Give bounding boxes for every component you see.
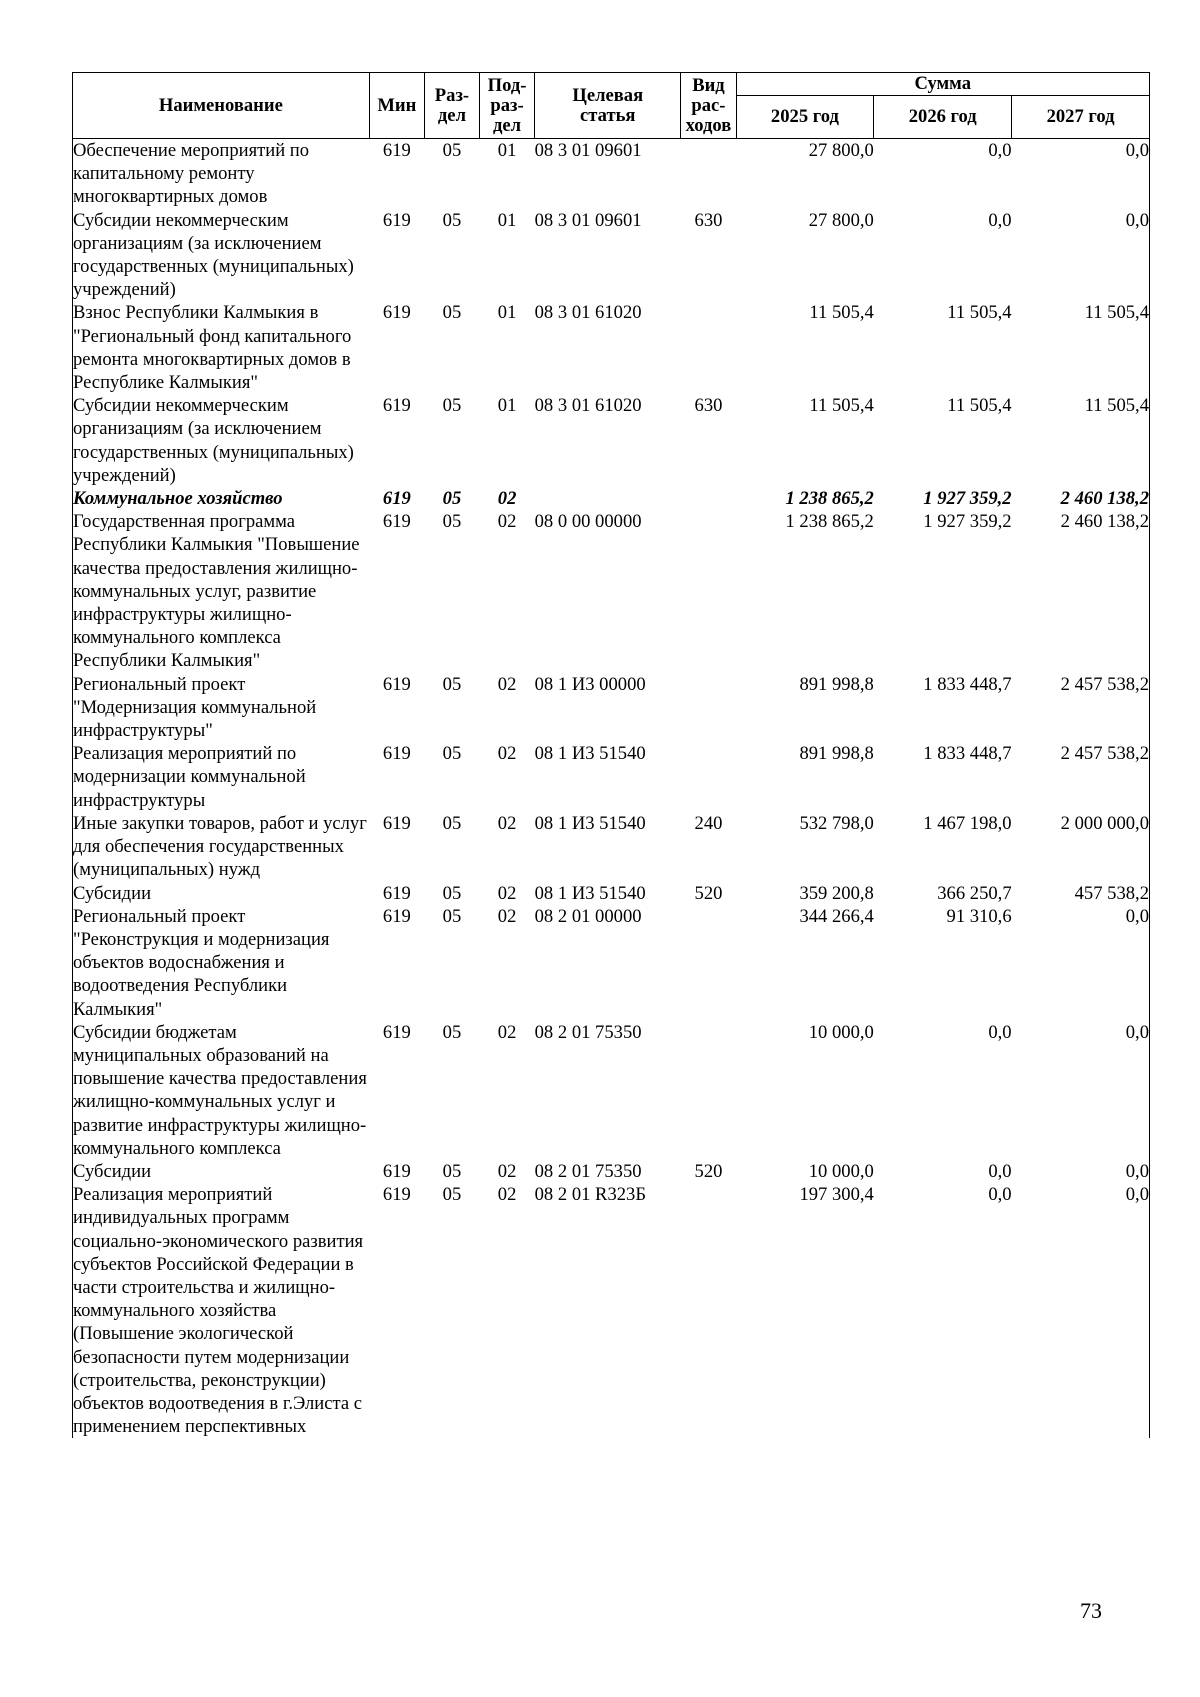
- cell-vid-rashodov: [681, 510, 736, 672]
- header-vid-rashodov: Вид рас- ходов: [681, 73, 736, 139]
- cell-2026: 0,0: [988, 1160, 1012, 1182]
- table-row: [73, 394, 1150, 487]
- cell-name: Региональный проект "Реконструкция и модернизация объектов водоснабжения и водоотведения Республики Калмыкия": [73, 905, 370, 1021]
- cell-razdel: 05: [442, 302, 462, 324]
- cell-min: 619: [382, 1160, 411, 1182]
- cell-podrazdel: 02: [497, 1021, 517, 1043]
- cell-min: 619: [382, 488, 411, 510]
- cell-2025: 10 000,0: [808, 1160, 874, 1182]
- table-row: [73, 1021, 1150, 1160]
- cell-2026: 11 505,4: [947, 395, 1012, 417]
- cell-celevaya-statya: 08 1 И3 51540: [534, 882, 646, 904]
- cell-min: 619: [382, 209, 411, 231]
- cell-min: 619: [382, 673, 411, 695]
- cell-2025: 1 238 865,2: [785, 511, 874, 533]
- cell-celevaya-statya: 08 1 И3 51540: [534, 743, 646, 765]
- cell-razdel: 05: [442, 1184, 462, 1206]
- cell-vid-rashodov: 630: [694, 209, 723, 231]
- cell-2025: 11 505,4: [809, 302, 874, 324]
- cell-razdel: 05: [442, 511, 462, 533]
- cell-2027: 2 457 538,2: [1012, 742, 1150, 812]
- cell-min: 619: [382, 812, 411, 834]
- cell-2025: 532 798,0: [799, 812, 874, 834]
- cell-2027: 2 457 538,2: [1012, 673, 1150, 743]
- cell-podrazdel: 02: [497, 488, 517, 510]
- cell-2027: 0,0: [1012, 139, 1150, 209]
- cell-vid-rashodov: 630: [694, 395, 723, 417]
- table-row: [73, 139, 1150, 209]
- table-row: [73, 1183, 1150, 1438]
- cell-celevaya-statya: 08 3 01 09601: [534, 209, 642, 231]
- cell-name: Государственная программа Республики Калмыкия "Повышение качества предоставления жилищно-коммунальных услуг, развитие инфраструктуры жилищно-коммунального комплекса Республики Калмыкия": [73, 510, 370, 672]
- cell-podrazdel: 01: [497, 395, 517, 417]
- cell-celevaya-statya: 08 3 01 61020: [534, 302, 642, 324]
- header-2025: 2025 год: [736, 96, 874, 139]
- header-razdel: Раз- дел: [424, 73, 479, 139]
- cell-podrazdel: 02: [497, 673, 517, 695]
- cell-name: Коммунальное хозяйство: [73, 487, 370, 510]
- cell-min: 619: [382, 882, 411, 904]
- table-row: [73, 1160, 1150, 1183]
- cell-2027: 2 460 138,2: [1012, 510, 1150, 672]
- header-summa: Сумма: [736, 73, 1149, 96]
- cell-razdel: 05: [442, 1021, 462, 1043]
- header-celevaya-statya: Целевая статья: [535, 73, 681, 139]
- cell-name: Субсидии некоммерческим организациям (за исключением государственных (муниципальных) учреждений): [73, 394, 370, 487]
- cell-razdel: 05: [442, 882, 462, 904]
- cell-vid-rashodov: [681, 301, 736, 394]
- cell-2027: 0,0: [1012, 905, 1150, 1021]
- cell-razdel: 05: [442, 1160, 462, 1182]
- cell-razdel: 05: [442, 743, 462, 765]
- cell-2026: 1 927 359,2: [923, 511, 1012, 533]
- cell-2026: 0,0: [988, 140, 1012, 161]
- cell-podrazdel: 02: [497, 1160, 517, 1182]
- table-row: [73, 301, 1150, 394]
- cell-2026: 0,0: [988, 209, 1012, 231]
- table-body: [73, 139, 1150, 1439]
- cell-min: 619: [382, 1184, 411, 1206]
- cell-razdel: 05: [442, 140, 462, 161]
- cell-min: 619: [382, 302, 411, 324]
- page-number: 73: [1080, 1598, 1102, 1623]
- cell-celevaya-statya: 08 1 И3 51540: [534, 812, 646, 834]
- cell-podrazdel: 02: [497, 1184, 517, 1206]
- cell-min: 619: [382, 1021, 411, 1043]
- cell-vid-rashodov: [681, 1021, 736, 1160]
- cell-celevaya-statya: [535, 487, 681, 510]
- cell-podrazdel: 02: [497, 511, 517, 533]
- cell-name: Региональный проект "Модернизация коммунальной инфраструктуры": [73, 673, 370, 743]
- cell-celevaya-statya: 08 2 01 R323Б: [534, 1184, 647, 1206]
- cell-name: Субсидии некоммерческим организациям (за исключением государственных (муниципальных) учреждений): [73, 209, 370, 302]
- cell-podrazdel: 02: [497, 743, 517, 765]
- cell-2026: 11 505,4: [947, 302, 1012, 324]
- cell-min: 619: [382, 511, 411, 533]
- cell-2025: 891 998,8: [799, 673, 874, 695]
- cell-2025: 27 800,0: [808, 209, 874, 231]
- cell-name: Иные закупки товаров, работ и услуг для обеспечения государственных (муниципальных) нужд: [73, 812, 370, 882]
- cell-2025: 10 000,0: [808, 1021, 874, 1043]
- cell-vid-rashodov: 520: [694, 1160, 723, 1182]
- table-row: [73, 812, 1150, 882]
- cell-2027: 0,0: [1012, 1021, 1150, 1160]
- table-row: [73, 487, 1150, 510]
- cell-min: 619: [382, 140, 411, 161]
- header-2026: 2026 год: [874, 96, 1012, 139]
- header-2027: 2027 год: [1012, 96, 1150, 139]
- cell-vid-rashodov: 520: [694, 882, 723, 904]
- cell-podrazdel: 02: [497, 905, 517, 927]
- cell-podrazdel: 02: [497, 812, 517, 834]
- cell-podrazdel: 01: [497, 209, 517, 231]
- cell-razdel: 05: [442, 673, 462, 695]
- cell-2025: 27 800,0: [808, 140, 874, 161]
- cell-2025: 344 266,4: [799, 905, 874, 927]
- cell-celevaya-statya: 08 0 00 00000: [534, 511, 642, 533]
- cell-vid-rashodov: 240: [694, 812, 723, 834]
- cell-podrazdel: 01: [497, 302, 517, 324]
- cell-2027: 11 505,4: [1012, 301, 1150, 394]
- cell-celevaya-statya: 08 2 01 75350: [534, 1160, 642, 1182]
- cell-2025: 359 200,8: [799, 882, 874, 904]
- cell-min: 619: [382, 905, 411, 927]
- cell-vid-rashodov: [681, 742, 736, 812]
- header-min: Мин: [369, 73, 424, 139]
- cell-2027: 2 460 138,2: [1012, 487, 1150, 510]
- cell-2026: 0,0: [988, 1184, 1012, 1206]
- cell-name: Реализация мероприятий по модернизации коммунальной инфраструктуры: [73, 742, 370, 812]
- cell-celevaya-statya: 08 2 01 75350: [534, 1021, 642, 1043]
- cell-celevaya-statya: 08 1 И3 00000: [534, 673, 646, 695]
- header-podrazdel: Под- раз- дел: [480, 73, 535, 139]
- cell-2026: 1 467 198,0: [923, 812, 1012, 834]
- cell-min: 619: [382, 395, 411, 417]
- cell-vid-rashodov: [681, 139, 736, 209]
- cell-2026: 0,0: [988, 1021, 1012, 1043]
- cell-2027: 457 538,2: [1012, 882, 1150, 905]
- cell-2026: 366 250,7: [937, 882, 1012, 904]
- cell-2025: 1 238 865,2: [785, 488, 874, 510]
- cell-vid-rashodov: [681, 905, 736, 1021]
- cell-name: Субсидии: [73, 1160, 370, 1183]
- cell-podrazdel: 01: [497, 140, 517, 161]
- cell-podrazdel: 02: [497, 882, 517, 904]
- cell-razdel: 05: [442, 812, 462, 834]
- cell-2025: 197 300,4: [799, 1184, 874, 1206]
- cell-2027: 0,0: [1012, 1183, 1150, 1438]
- table-row: [73, 882, 1150, 905]
- cell-razdel: 05: [442, 209, 462, 231]
- cell-2026: 91 310,6: [946, 905, 1012, 927]
- table-row: [73, 742, 1150, 812]
- cell-name: Реализация мероприятий индивидуальных программ социально-экономического развития субъектов Российской Федерации в части строительства и жилищно-коммунального хозяйства (Повышение экологической безопасности путем модернизации (строительства, реконструкции) объектов водоотведения в г.Элиста с применением перспективных: [73, 1183, 370, 1438]
- cell-2027: 0,0: [1012, 1160, 1150, 1183]
- cell-2027: 0,0: [1012, 209, 1150, 302]
- cell-2026: 1 833 448,7: [923, 743, 1012, 765]
- table-row: [73, 209, 1150, 302]
- table-row: [73, 673, 1150, 743]
- table-row: [73, 510, 1150, 672]
- cell-2027: 11 505,4: [1012, 394, 1150, 487]
- cell-vid-rashodov: [681, 673, 736, 743]
- cell-vid-rashodov: [681, 1183, 736, 1438]
- cell-celevaya-statya: 08 3 01 09601: [534, 140, 642, 161]
- budget-table: [72, 72, 1150, 1438]
- cell-celevaya-statya: 08 2 01 00000: [534, 905, 642, 927]
- cell-celevaya-statya: 08 3 01 61020: [534, 395, 642, 417]
- cell-2027: 2 000 000,0: [1012, 812, 1150, 882]
- cell-razdel: 05: [442, 488, 462, 510]
- cell-name: Субсидии бюджетам муниципальных образований на повышение качества предоставления жилищно-коммунальных услуг и развитие инфраструктуры жилищно-коммунального комплекса: [73, 1021, 370, 1160]
- cell-name: Субсидии: [73, 882, 370, 905]
- cell-razdel: 05: [442, 395, 462, 417]
- cell-2025: 891 998,8: [799, 743, 874, 765]
- cell-2025: 11 505,4: [809, 395, 874, 417]
- cell-min: 619: [382, 743, 411, 765]
- cell-2026: 1 927 359,2: [923, 488, 1012, 510]
- cell-razdel: 05: [442, 905, 462, 927]
- table-row: [73, 905, 1150, 1021]
- header-name: Наименование: [73, 73, 370, 139]
- cell-name: Обеспечение мероприятий по капитальному ремонту многоквартирных домов: [73, 139, 370, 209]
- cell-2026: 1 833 448,7: [923, 673, 1012, 695]
- cell-vid-rashodov: [681, 487, 736, 510]
- cell-name: Взнос Республики Калмыкия в "Региональный фонд капитального ремонта многоквартирных домов в Республике Калмыкия": [73, 301, 370, 394]
